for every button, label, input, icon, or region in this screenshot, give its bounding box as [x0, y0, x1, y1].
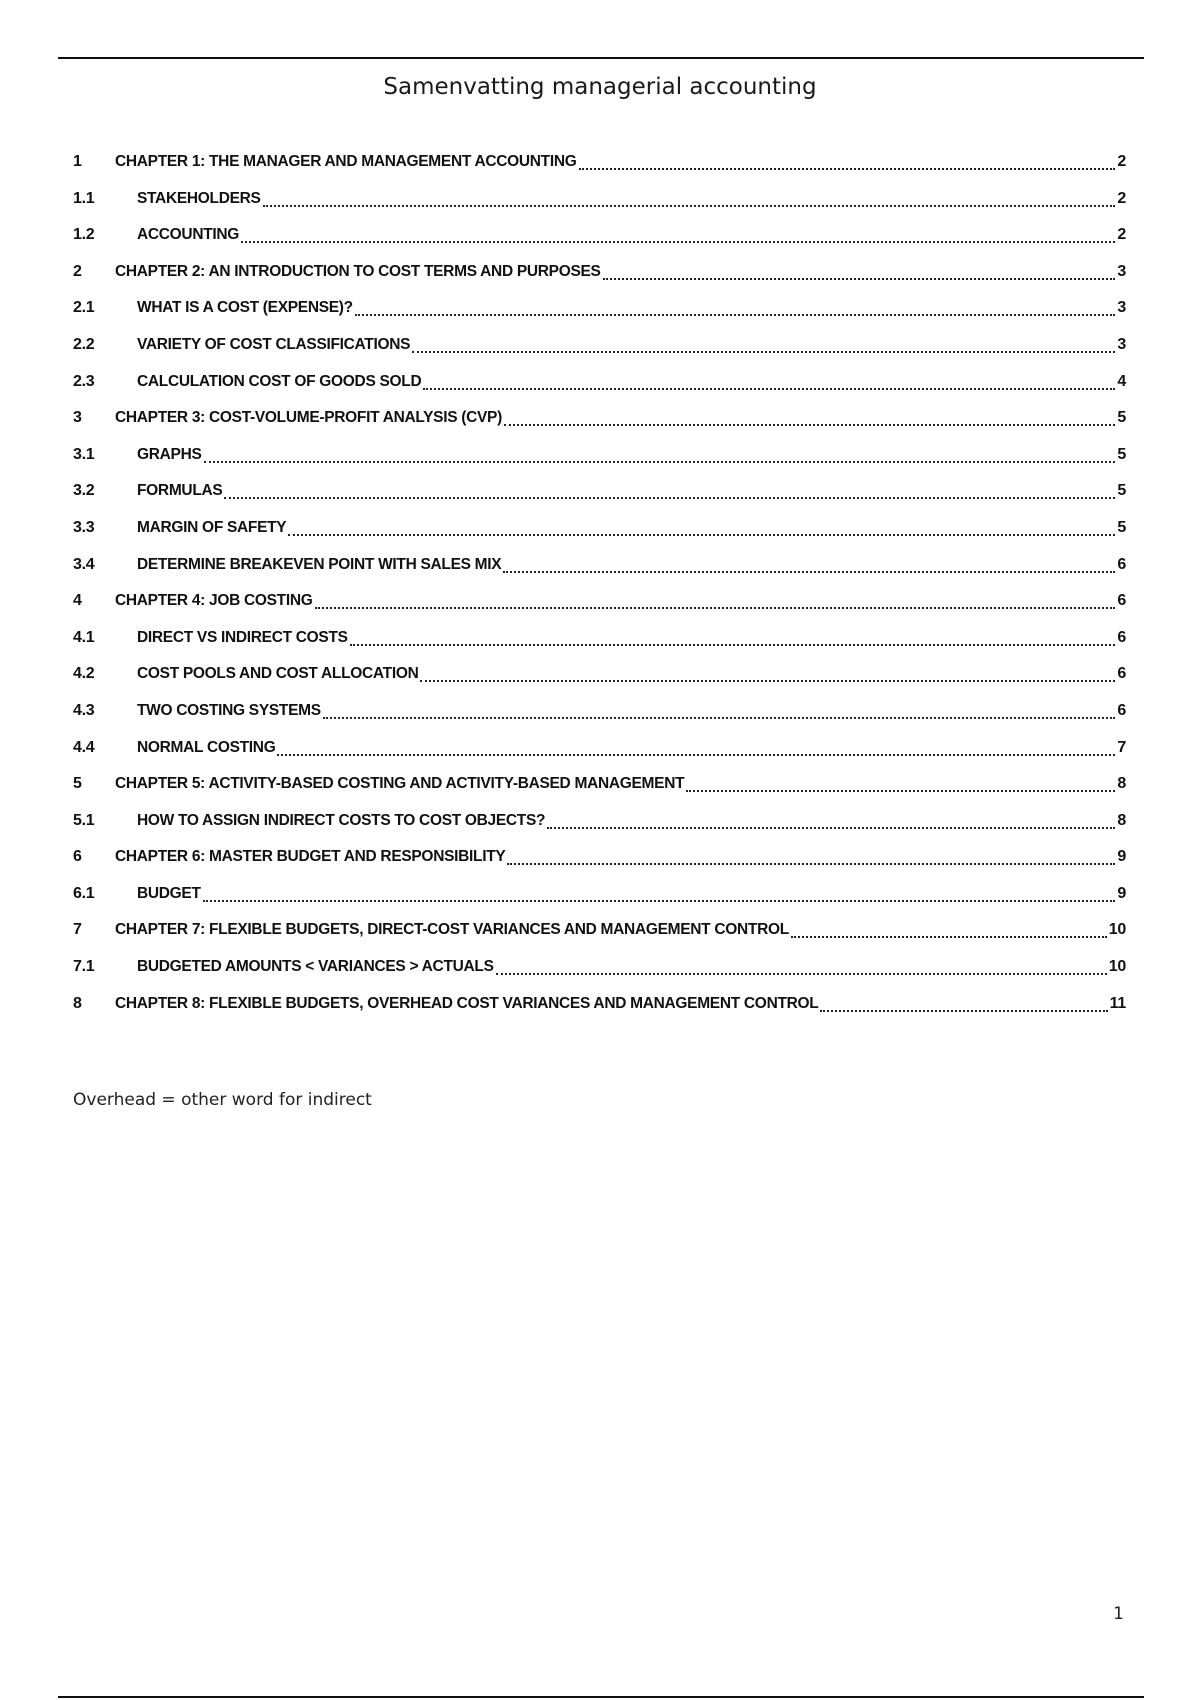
toc-entry-title: WHAT IS A COST (EXPENSE)? [137, 299, 353, 317]
toc-dot-leader [350, 628, 1116, 646]
toc-dot-leader [241, 225, 1115, 243]
toc-entry-title: CHAPTER 2: AN INTRODUCTION TO COST TERMS AND PURPOSES [115, 262, 601, 280]
toc-entry-page: 2 [1117, 226, 1126, 244]
toc-entry-page: 6 [1117, 628, 1126, 646]
toc-entry-page: 5 [1117, 482, 1126, 500]
toc-entry-number: 2.1 [73, 299, 95, 317]
toc-dot-leader [547, 811, 1115, 829]
toc-dot-leader [496, 957, 1107, 975]
toc-entry-title: CHAPTER 7: FLEXIBLE BUDGETS, DIRECT-COST VARIANCES AND MANAGEMENT CONTROL [115, 921, 789, 939]
toc-chapter-link[interactable] [73, 591, 1126, 628]
overhead-note: Overhead = other word for indirect [73, 1090, 372, 1110]
toc-entry-page: 8 [1117, 811, 1126, 829]
document-title: Samenvatting managerial accounting [383, 74, 817, 100]
toc-entry-number: 4.3 [73, 701, 95, 719]
footer-rule [58, 1696, 1144, 1698]
toc-entry-title: CALCULATION COST OF GOODS SOLD [137, 372, 422, 390]
toc-entry-number: 7 [73, 921, 82, 939]
toc-dot-leader [420, 664, 1115, 682]
toc-entry-number: 4.2 [73, 665, 95, 683]
toc-dot-leader [412, 335, 1115, 353]
toc-subsection-link[interactable] [73, 518, 1126, 555]
toc-entry-number: 3.2 [73, 482, 95, 500]
toc-chapter-link[interactable] [73, 994, 1126, 1031]
toc-entry-number: 8 [73, 994, 82, 1012]
toc-subsection-link[interactable] [73, 811, 1126, 848]
toc-dot-leader [423, 372, 1115, 390]
toc-dot-leader [504, 408, 1115, 426]
toc-chapter-link[interactable] [73, 408, 1126, 445]
toc-entry-title: STAKEHOLDERS [137, 189, 261, 207]
toc-entry-title: CHAPTER 6: MASTER BUDGET AND RESPONSIBILITY [115, 848, 506, 866]
toc-entry-number: 3.1 [73, 445, 95, 463]
toc-dot-leader [686, 774, 1115, 792]
toc-subsection-link[interactable] [73, 701, 1126, 738]
toc-dot-leader [603, 262, 1116, 280]
toc-chapter-link[interactable] [73, 152, 1126, 189]
toc-entry-page: 5 [1117, 518, 1126, 536]
toc-entry-title: CHAPTER 5: ACTIVITY-BASED COSTING AND ACTIVITY-BASED MANAGEMENT [115, 775, 685, 793]
toc-dot-leader [507, 847, 1115, 865]
toc-subsection-link[interactable] [73, 335, 1126, 372]
toc-dot-leader [503, 555, 1115, 573]
toc-entry-title: BUDGETED AMOUNTS < VARIANCES > ACTUALS [137, 958, 494, 976]
toc-entry-page: 10 [1108, 958, 1126, 976]
toc-dot-leader [277, 738, 1115, 756]
toc-entry-page: 3 [1117, 262, 1126, 280]
toc-chapter-link[interactable] [73, 920, 1126, 957]
toc-entry-page: 7 [1117, 738, 1126, 756]
toc-subsection-link[interactable] [73, 957, 1126, 994]
toc-entry-page: 5 [1117, 409, 1126, 427]
toc-entry-page: 2 [1117, 189, 1126, 207]
toc-chapter-link[interactable] [73, 847, 1126, 884]
toc-entry-number: 3.4 [73, 555, 95, 573]
toc-entry-page: 2 [1117, 153, 1126, 170]
toc-entry-page: 6 [1117, 701, 1126, 719]
toc-entry-number: 1.2 [73, 226, 95, 244]
toc-subsection-link[interactable] [73, 189, 1126, 226]
toc-entry-title: CHAPTER 3: COST-VOLUME-PROFIT ANALYSIS (CVP) [115, 409, 502, 427]
toc-entry-title: ACCOUNTING [137, 226, 240, 244]
toc-entry-title: COST POOLS AND COST ALLOCATION [137, 665, 419, 683]
toc-dot-leader [820, 994, 1107, 1012]
toc-entry-title: GRAPHS [137, 445, 202, 463]
toc-entry-number: 4 [73, 592, 82, 610]
toc-dot-leader [224, 481, 1115, 499]
toc-entry-page: 5 [1117, 445, 1126, 463]
toc-subsection-link[interactable] [73, 738, 1126, 775]
toc-dot-leader [579, 152, 1116, 170]
toc-dot-leader [355, 298, 1116, 316]
toc-subsection-link[interactable] [73, 884, 1126, 921]
toc-entry-number: 6 [73, 848, 82, 866]
toc-dot-leader [315, 591, 1116, 609]
toc-entry-page: 9 [1117, 884, 1126, 902]
toc-entry-number: 2 [73, 262, 82, 280]
toc-entry-number: 2.2 [73, 335, 95, 353]
toc-entry-page: 9 [1117, 848, 1126, 866]
toc-entry-number: 2.3 [73, 372, 95, 390]
toc-subsection-link[interactable] [73, 298, 1126, 335]
toc-subsection-link[interactable] [73, 628, 1126, 665]
toc-entry-title: NORMAL COSTING [137, 738, 276, 756]
toc-entry-number: 4.4 [73, 738, 95, 756]
toc-dot-leader [791, 920, 1107, 938]
toc-entry-title: FORMULAS [137, 482, 223, 500]
toc-entry-page: 11 [1109, 994, 1126, 1012]
toc-entry-number: 4.1 [73, 628, 95, 646]
toc-entry-title: DETERMINE BREAKEVEN POINT WITH SALES MIX [137, 555, 502, 573]
toc-entry-page: 3 [1117, 299, 1126, 317]
toc-subsection-link[interactable] [73, 481, 1126, 518]
toc-entry-title: CHAPTER 4: JOB COSTING [115, 592, 313, 610]
toc-entry-number: 1.1 [73, 189, 95, 207]
toc-subsection-link[interactable] [73, 225, 1126, 262]
toc-subsection-link[interactable] [73, 372, 1126, 409]
toc-dot-leader [204, 445, 1116, 463]
toc-entry-title: DIRECT VS INDIRECT COSTS [137, 628, 348, 646]
table-of-contents [73, 152, 1126, 1030]
toc-entry-page: 8 [1117, 775, 1126, 793]
toc-entry-page: 6 [1117, 665, 1126, 683]
toc-entry-page: 4 [1117, 372, 1126, 390]
toc-entry-title: TWO COSTING SYSTEMS [137, 701, 321, 719]
toc-entry-number: 3 [73, 409, 82, 427]
toc-entry-title: MARGIN OF SAFETY [137, 518, 287, 536]
toc-chapter-link[interactable] [73, 774, 1126, 811]
toc-subsection-link[interactable] [73, 555, 1126, 592]
toc-dot-leader [203, 884, 1116, 902]
toc-entry-title: VARIETY OF COST CLASSIFICATIONS [137, 335, 411, 353]
toc-entry-number: 5.1 [73, 811, 95, 829]
toc-chapter-link[interactable] [73, 262, 1126, 299]
toc-entry-page: 3 [1117, 335, 1126, 353]
toc-entry-title: CHAPTER 1: THE MANAGER AND MANAGEMENT ACCOUNTING [115, 153, 577, 170]
toc-entry-title: CHAPTER 8: FLEXIBLE BUDGETS, OVERHEAD COST VARIANCES AND MANAGEMENT CONTROL [115, 994, 819, 1012]
toc-dot-leader [263, 189, 1116, 207]
toc-entry-number: 1 [73, 153, 82, 170]
toc-entry-page: 6 [1117, 592, 1126, 610]
toc-dot-leader [288, 518, 1115, 536]
toc-entry-page: 6 [1117, 555, 1126, 573]
page-number: 1 [1113, 1604, 1124, 1624]
toc-entry-number: 7.1 [73, 958, 95, 976]
toc-entry-number: 6.1 [73, 884, 95, 902]
toc-dot-leader [323, 701, 1116, 719]
toc-subsection-link[interactable] [73, 445, 1126, 482]
toc-entry-title: HOW TO ASSIGN INDIRECT COSTS TO COST OBJECTS? [137, 811, 546, 829]
toc-entry-number: 5 [73, 775, 82, 793]
header-rule [58, 57, 1144, 59]
toc-subsection-link[interactable] [73, 664, 1126, 701]
toc-entry-page: 10 [1108, 921, 1126, 939]
toc-entry-title: BUDGET [137, 884, 201, 902]
toc-entry-number: 3.3 [73, 518, 95, 536]
